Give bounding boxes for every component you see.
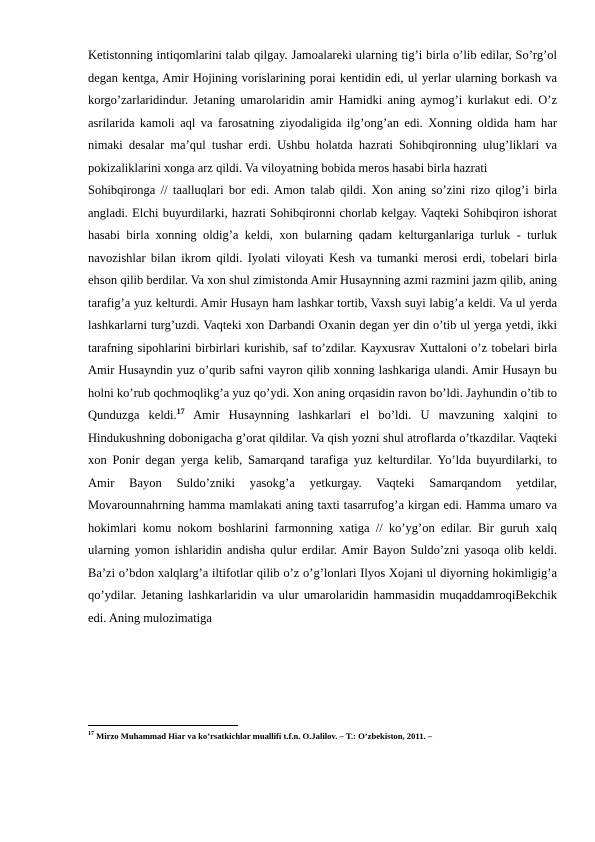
footnote-text: Mirzo Muhammad Hiar va ko’rsatkichlar muallifi t.f.n. O.Jalilov. – T.: O’zbekiston, 2011. – bbox=[94, 731, 433, 741]
footnote-number: 17 bbox=[88, 731, 94, 738]
page-body bbox=[88, 44, 557, 629]
footnote bbox=[88, 730, 557, 742]
paragraph-2 bbox=[88, 179, 557, 629]
paragraph-2-text-b: Amir Husaynning lashkarlari el bo’ldi. U mavzuning xalqini to Hindukushning dobonigacha g’orat qildilar. Va qish yozni shul atroflarda o’tkazdilar. Vaqteki xon Ponir degan yerga kelib, Samarqand tarafiga yuz kelturdilar. Yo’lda buyurdilarki, to Amir Bayon Suldo’zniki yasokg’a yetkurgay. Vaqteki Samarqandom yetdilar, Movarounnahrning hamma mamlakati aning taxti tasarrufog’a kirgan edi. Hamma umaro va hokimlari komu nokom boshlarini farmonning xatiga // ko’yg’on edilar. Bir guruh xalq ularning yomon ishlaridin andisha qulur erdilar. Amir Bayon Suldo’zni yasoqa olib keldi. Ba’zi o’bdon xalqlarg’a iltifotlar qilib o’z o’g’lonlari Ilyos Xojani ul diyorning hokimligig’a qo’ydilar. Jetaning lashkarlaridin va ulur umarolaridin hammasidin muqaddamroqiBekchik edi. Aning mulozimatiga bbox=[88, 408, 557, 625]
footnote-reference[interactable]: 17 bbox=[176, 406, 185, 416]
paragraph-2-text-a: Sohibqironga // taalluqlari bor edi. Amon talab qildi. Xon aning so’zini rizo qilog’i birla angladi. Elchi buyurdilarki, hazrati Sohibqironni chorlab kelgay. Vaqteki Sohibqiron ishorat hasabi birla xonning oldig’a keldi, xon bularning qadam kelturganlariga turluk - turluk navozishlar bilan ikrom qildi. Iyolati viloyati Kesh va tumanki merosi erdi, tobelari birla ehson qilib berdilar. Va xon shul zimistonda Amir Husaynning azmi razmini jazm qilib, aning tarafig’a yuz kelturdi. Amir Husayn ham lashkar tortib, Vaxsh suyi labig’a keldi. Va ul yerda lashkarlarni turg’uzdi. Vaqteki xon Darbandi Oxanin degan yer din o’tib ul yerga yetdi, ikki tarafning sipohlarini birbirlari kurishib, saf to’zdilar. Kayxusrav Xuttaloni o’z tobelari birla Amir Husayndin yuz o’qurib safni vayron qilib xonning lashkariga ulandi. Amir Husayn bu holni ko’rub qochmoqlikg’a yuz qo’ydi. Xon aning orqasidin ravon bo’ldi. Jayhundin o’tib to Qunduzga keldi. bbox=[88, 183, 557, 422]
footnote-divider bbox=[88, 725, 238, 726]
paragraph-1: Ketistonning intiqomlarini talab qilgay. Jamoalareki ularning tig’i birla o’lib edilar, So’rg’ol degan kentga, Amir Hojining vorislarining porai kentidin edi, ul yerlar ularning borkash va korgo’zarlaridindur. Jetaning umarolaridin amir Hamidki aning aymog’i kurlakut edi. O’z asrilarida kamoli aql va farosatning ziyodaligida ilg’ong’an edi. Xonning oldida ham har nimaki desalar ma’qul tushar erdi. Ushbu holatda hazrati Sohibqironning ulug’liklari va pokizaliklarini xonga arz qildi. Va viloyatning bobida meros hasabi birla hazrati bbox=[88, 48, 557, 175]
